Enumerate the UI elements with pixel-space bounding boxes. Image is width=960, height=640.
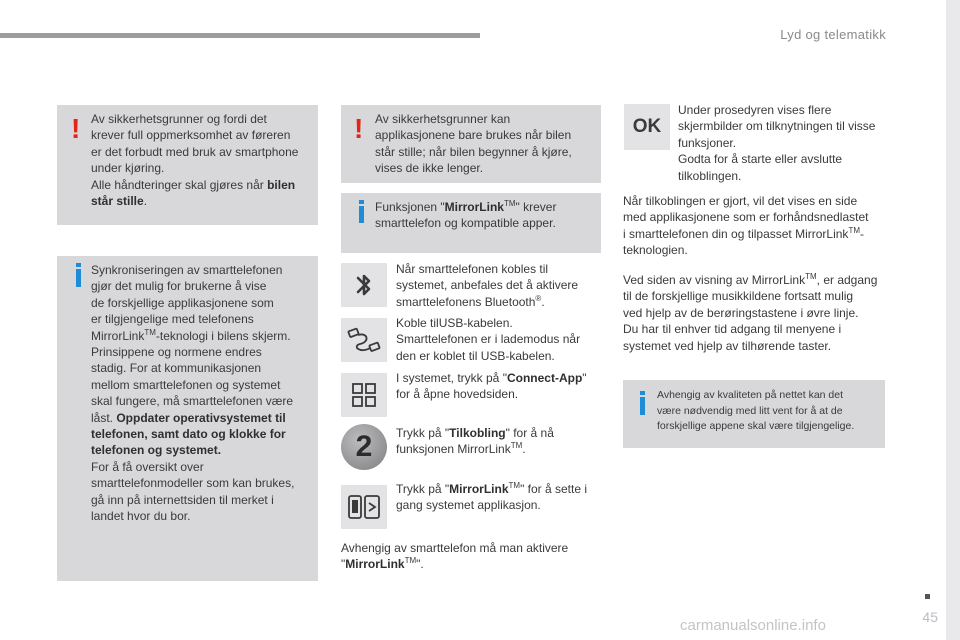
connect-app-step-text: I systemet, trykk på "Connect-App" for å åpne hovedsiden.	[396, 371, 587, 402]
warning-icon: !	[354, 113, 364, 144]
apps-grid-icon	[341, 373, 387, 417]
info-icon	[640, 397, 645, 415]
page-number: 45	[922, 609, 938, 625]
watermark: carmanualsonline.info	[680, 617, 826, 634]
usb-step-text: Koble tilUSB-kabelen. Smarttelefonen er i lademodus når den er koblet til USB-kabelen.	[396, 316, 581, 363]
warning-box-driving	[57, 105, 318, 225]
warning-text: Av sikkerhetsgrunner og fordi det krever full oppmerksomhet av føreren er det forbudt med bruk av smartphone under kjøring. Alle håndteringer skal gjøres når bilen står stille.	[91, 112, 299, 209]
mirrorlink-phone-icon	[341, 485, 387, 529]
bluetooth-icon	[341, 263, 387, 307]
info-icon	[359, 206, 364, 223]
procedure-text: Under prosedyren vises flere skjermbilder om tilknytningen til visse funksjoner. Godta for å starte eller avslutte tilkoblingen.	[678, 103, 876, 183]
info-icon	[76, 269, 81, 287]
warning-text: Av sikkerhetsgrunner kan applikasjonene bare brukes når bilen står stille; når bilen begynner å kjøre, vises de ikke lenger.	[375, 112, 572, 176]
page-edge-bar	[946, 0, 960, 640]
usb-cable-icon	[341, 318, 387, 362]
tilkobling-step-text: Trykk på "Tilkobling" for å nå funksjonen MirrorLink™.	[396, 426, 554, 457]
page-marker	[925, 594, 930, 599]
step-number-badge: 2	[341, 424, 387, 470]
mirrorlink-step-text: Trykk på "MirrorLink™" for å sette i gang systemet applikasjon.	[396, 481, 588, 513]
info-box-mirrorlink	[341, 193, 601, 253]
access-text: Ved siden av visning av MirrorLink™, er adgang til de forskjellige musikkildene fortsatt mulig ved hjelp av de berøringstastene i øvre linje. Du har til enhver tid adgang til menyene i systemet ved hjelp av tilhørende taster.	[623, 272, 878, 353]
bluetooth-step-text: Når smarttelefonen kobles til systemet, anbefales det å aktivere smarttelefonens Bluetooth®.	[396, 262, 579, 309]
warning-icon: !	[71, 113, 81, 144]
connection-done-text: Når tilkoblingen er gjort, vil det vises en side med applikasjonene som er forhåndsnedlastet i smarttelefonen din og tilpasset MirrorLink™- teknologien.	[623, 194, 869, 258]
sync-text: Synkroniseringen av smarttelefonen gjør det mulig for brukerne å vise de forskjellige applikasjonene som er tilgjengelige med telefonens MirrorLink™-teknologi i bilens skjerm. Prinsippene og normene endres stadig. For at kommunikasjonen mellom smarttelefonen og systemet skal fungere, må smarttelefonen være låst. Oppdater operativsystemet til telefonen, samt dato og klokke for telefonen og systemet. For å få oversikt over smarttelefonmodeller som kan brukes, gå inn på internettsiden til merket i landet hvor du bor.	[91, 263, 295, 524]
mirrorlink-requirement-text: Funksjonen "MirrorLink™" krever smarttelefon og kompatible apper.	[375, 199, 557, 231]
info-box-network	[623, 380, 885, 448]
header-rule	[0, 33, 480, 38]
ok-icon: OK	[624, 104, 670, 150]
info-box-sync	[57, 256, 318, 581]
activate-note: Avhengig av smarttelefon må man aktivere "MirrorLink™".	[341, 541, 569, 572]
warning-box-apps	[341, 105, 601, 183]
section-title: Lyd og telematikk	[780, 27, 886, 42]
network-text: Avhengig av kvaliteten på nettet kan det være nødvendig med litt vent for å at de forskjellige appene skal være tilgjengelige.	[657, 389, 855, 432]
